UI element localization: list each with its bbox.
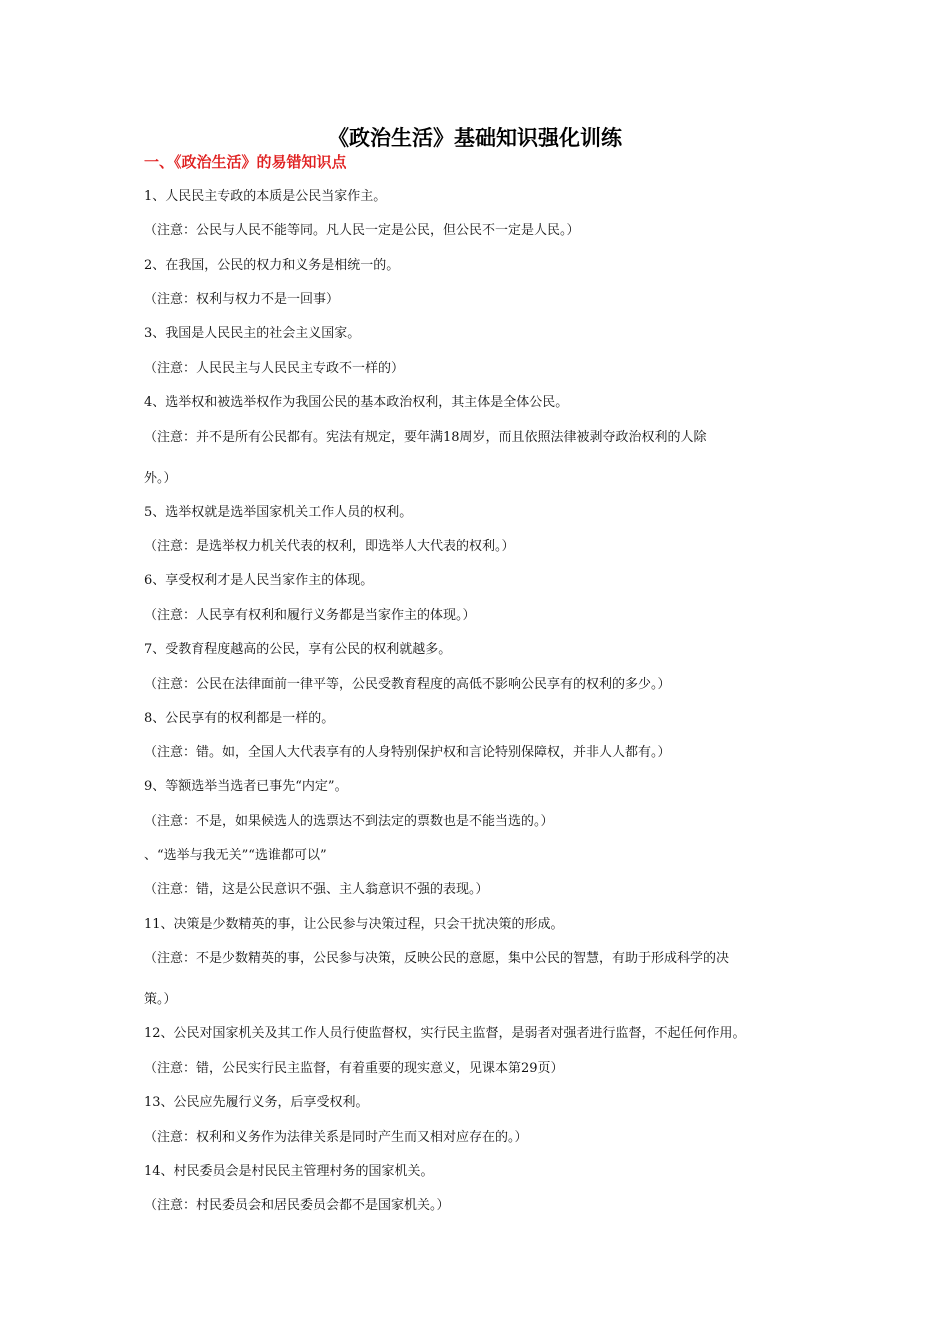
item-11: 11、决策是少数精英的事，让公民参与决策过程，只会干扰决策的形成。 (144, 917, 564, 932)
note-11: （注意：不是少数精英的事，公民参与决策，反映公民的意愿，集中公民的智慧，有助于形成科学的决 (144, 951, 730, 966)
item-7: 7、受教育程度越高的公民，享有公民的权利就越多。 (144, 642, 452, 657)
note-4: （注意：并不是所有公民都有。宪法有规定，要年满18周岁，而且依照法律被剥夺政治权利的人除 (144, 430, 707, 445)
item-8: 8、公民享有的权利都是一样的。 (144, 711, 335, 726)
note-8: （注意：错。如，全国人大代表享有的人身特别保护权和言论特别保障权，并非人人都有。） (144, 745, 671, 760)
note-11-continued: 策。） (144, 992, 177, 1007)
note-2: （注意：权利与权力不是一回事） (144, 292, 340, 307)
item-3: 3、我国是人民民主的社会主义国家。 (144, 326, 361, 341)
note-6: （注意：人民享有权利和履行义务都是当家作主的体现。） (144, 608, 476, 623)
note-5: （注意：是选举权力机关代表的权利，即选举人大代表的权利。） (144, 539, 515, 554)
item-14: 14、村民委员会是村民民主管理村务的国家机关。 (144, 1164, 434, 1179)
note-12: （注意：错，公民实行民主监督，有着重要的现实意义，见课本第29页） (144, 1061, 564, 1076)
note-4-continued: 外。） (144, 471, 177, 486)
note-1: （注意：公民与人民不能等同。凡人民一定是公民，但公民不一定是人民。） (144, 223, 580, 238)
note-3: （注意：人民民主与人民民主专政不一样的） (144, 361, 405, 376)
note-10: （注意：错，这是公民意识不强、主人翁意识不强的表现。） (144, 882, 489, 897)
item-1: 1、人民民主专政的本质是公民当家作主。 (144, 189, 387, 204)
item-10: 、“选举与我无关”“选谁都可以” (144, 848, 327, 863)
item-2: 2、在我国，公民的权力和义务是相统一的。 (144, 258, 400, 273)
item-4: 4、选举权和被选举权作为我国公民的基本政治权利，其主体是全体公民。 (144, 395, 569, 410)
note-14: （注意：村民委员会和居民委员会都不是国家机关。） (144, 1198, 450, 1213)
item-12: 12、公民对国家机关及其工作人员行使监督权，实行民主监督，是弱者对强者进行监督，不起任何作用。 (144, 1026, 746, 1041)
item-13: 13、公民应先履行义务，后享受权利。 (144, 1095, 369, 1110)
document-title: 《政治生活》基础知识强化训练 (328, 126, 622, 150)
item-9: 9、等额选举当选者已事先“内定”。 (144, 779, 348, 794)
item-5: 5、选举权就是选举国家机关工作人员的权利。 (144, 505, 413, 520)
section-heading: 一、《政治生活》的易错知识点 (144, 153, 347, 171)
item-6: 6、享受权利才是人民当家作主的体现。 (144, 573, 374, 588)
note-9: （注意：不是，如果候选人的选票达不到法定的票数也是不能当选的。） (144, 814, 554, 829)
note-7: （注意：公民在法律面前一律平等，公民受教育程度的高低不影响公民享有的权利的多少。） (144, 677, 671, 692)
note-13: （注意：权利和义务作为法律关系是同时产生而又相对应存在的。） (144, 1130, 528, 1145)
